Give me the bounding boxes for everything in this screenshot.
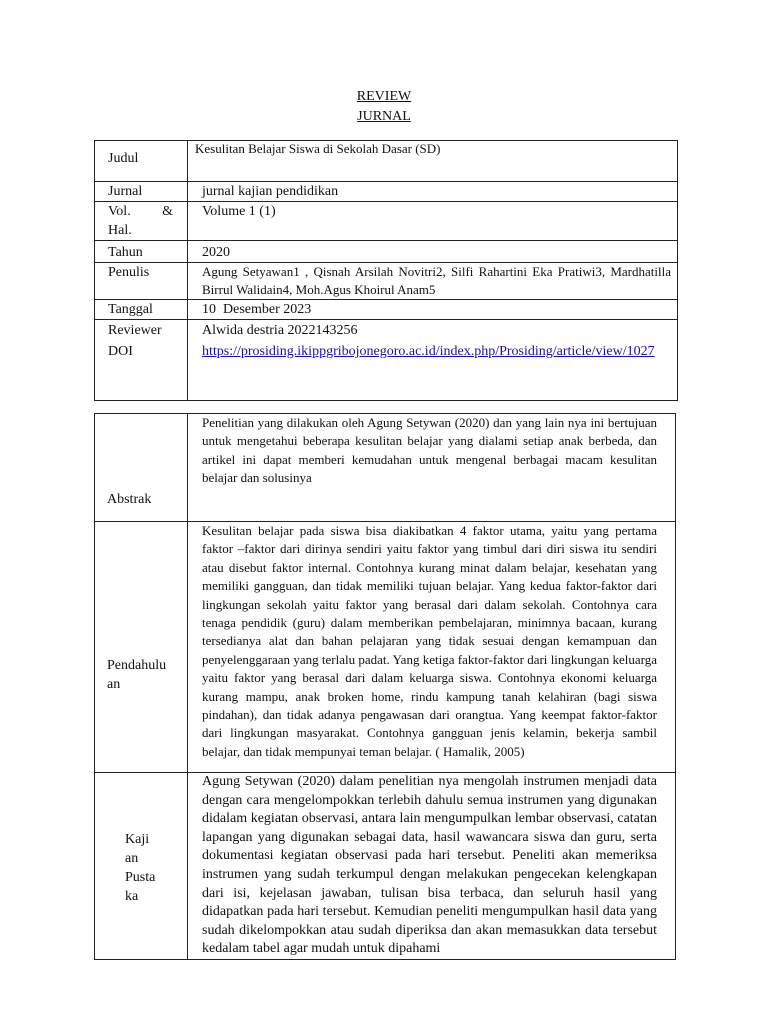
row-tahun <box>95 241 678 263</box>
pendahuluan-label-part1: Pendahulu <box>107 658 167 673</box>
pendahuluan-text: Kesulitan belajar pada siswa bisa diakibatkan 4 faktor utama, yaitu yang pertama faktor –faktor dari dirinya sendiri yaitu faktor yang timbul dari diri siswa itu sendiri atau disebut faktor internal. Contohnya kurang minat dalam belajar, kesehatan yang memiliki gangguan, dan tidak memiliki tujuan belajar. Yang kedua faktor-faktor dari lingkungan sekolah yaitu faktor yang berasal dari dalam sekolah. Contohnya cara tenaga pendidik (guru) dalam memberikan pembelajaran, minimnya bacaan, kurang tersedianya alat dan bahan pelajaran yang tidak sesuai dengan kemampuan dan penyelenggaraan yang terlalu padat. Yang ketiga faktor-faktor dari lingkungan keluarga yaitu faktor yang berasal dari dalam keluarga siswa. Contohnya ekonomi keluarga kurang mampu, anak broken home, rindu kampung tanah kelahiran (bagi siswa pindahan), dan tidak adanya pengawasan dari orangtua. Yang keempat faktor-faktor dari lingkungan masyarakat. Contohnya gangguan jenis kelamin, bekerja sambil belajar, dan tidak mempunyai teman belajar. ( Hamalik, 2005) <box>188 522 676 773</box>
jurnal-label: Jurnal <box>95 182 188 202</box>
vol-label-cell <box>95 202 188 241</box>
vol-label: Vol. <box>108 204 131 219</box>
row-tanggal <box>95 300 678 320</box>
row-abstrak <box>95 414 676 522</box>
tahun-label: Tahun <box>95 241 188 263</box>
penulis-label: Penulis <box>95 263 188 300</box>
pendahuluan-label-cell <box>95 522 188 773</box>
row-vol <box>95 202 678 241</box>
kajian-pustaka-label <box>125 830 155 906</box>
reviewer-value: Alwida destria 2022143256 <box>202 323 358 338</box>
pendahuluan-label-part2: an <box>107 677 121 692</box>
kajian-label-cell <box>95 773 188 960</box>
title-jurnal: JURNAL <box>357 109 411 124</box>
doi-link[interactable]: https://prosiding.ikippgribojonegoro.ac.id/index.php/Prosiding/article/view/1027 <box>202 344 655 359</box>
reviewer-doi-label-cell <box>95 320 188 401</box>
kajian-text: Agung Setywan (2020) dalam penelitian nya mengolah instrumen menjadi data dengan cara mengelompokkan terlebih dahulu semua instrumen yang digunakan didalam kegiatan observasi, antara lain mengumpulkan lembar observasi, catatan lapangan yang digunakan sebagai data, hasil wawancara siswa dan guru, serta dokumentasi kegiatan observasi pada hari tersebut. Peneliti akan memeriksa instrumen yang sudah terkumpul dengan melakukan pengecekan kelengkapan dari isi, kejelasan jawaban, tulisan bisa terbaca, dan seluruh hasil yang didapatkan pada hari tersebut. Kemudian peneliti mengumpulkan hasil data yang sudah dikelompokkan atau sudah diperiksa dan akan memasukkan data tersebut kedalam tabel agar mudah untuk dipahami <box>188 773 676 960</box>
row-kajian-pustaka <box>95 773 676 960</box>
abstrak-label: Abstrak <box>107 492 152 507</box>
review-content-table <box>94 413 676 960</box>
judul-value: Kesulitan Belajar Siswa di Sekolah Dasar (SD) <box>188 141 678 182</box>
tanggal-value: 10 Desember 2023 <box>188 300 678 320</box>
row-reviewer-doi <box>95 320 678 401</box>
row-pendahuluan <box>95 522 676 773</box>
tanggal-label: Tanggal <box>95 300 188 320</box>
abstrak-label-cell <box>95 414 188 522</box>
abstrak-text: Penelitian yang dilakukan oleh Agung Setywan (2020) dan yang lain nya ini bertujuan untuk mengetahui beberapa kesulitan belajar yang dialami setiap anak berbeda, dan artikel ini dapat memberi kemudahan untuk mengenal berbagai macam kesulitan belajar dan solusinya <box>188 414 676 522</box>
kajian-label-part4: ka <box>125 889 139 904</box>
penulis-value: Agung Setyawan1 , Qisnah Arsilah Novitri2, Silfi Rahartini Eka Pratiwi3, Mardhatilla Birrul Walidain4, Moh.Agus Khoirul Anam5 <box>188 263 678 300</box>
hal-label: Hal. <box>108 223 132 238</box>
title-review: REVIEW <box>356 89 412 104</box>
pendahuluan-label <box>107 656 166 694</box>
row-penulis <box>95 263 678 300</box>
tahun-value: 2020 <box>188 241 678 263</box>
reviewer-doi-value-cell <box>188 320 678 401</box>
jurnal-value: jurnal kajian pendidikan <box>188 182 678 202</box>
kajian-label-part3: Pusta <box>125 870 156 885</box>
reviewer-label: Reviewer <box>108 323 162 338</box>
judul-label: Judul <box>95 141 188 182</box>
journal-info-table <box>94 140 678 401</box>
vol-value: Volume 1 (1) <box>188 202 678 241</box>
row-judul <box>95 141 678 182</box>
doi-label: DOI <box>108 344 133 359</box>
vol-amp: & <box>162 204 173 219</box>
kajian-label-part2: an <box>125 851 139 866</box>
row-jurnal <box>95 182 678 202</box>
kajian-label-part1: Kaji <box>125 832 150 847</box>
